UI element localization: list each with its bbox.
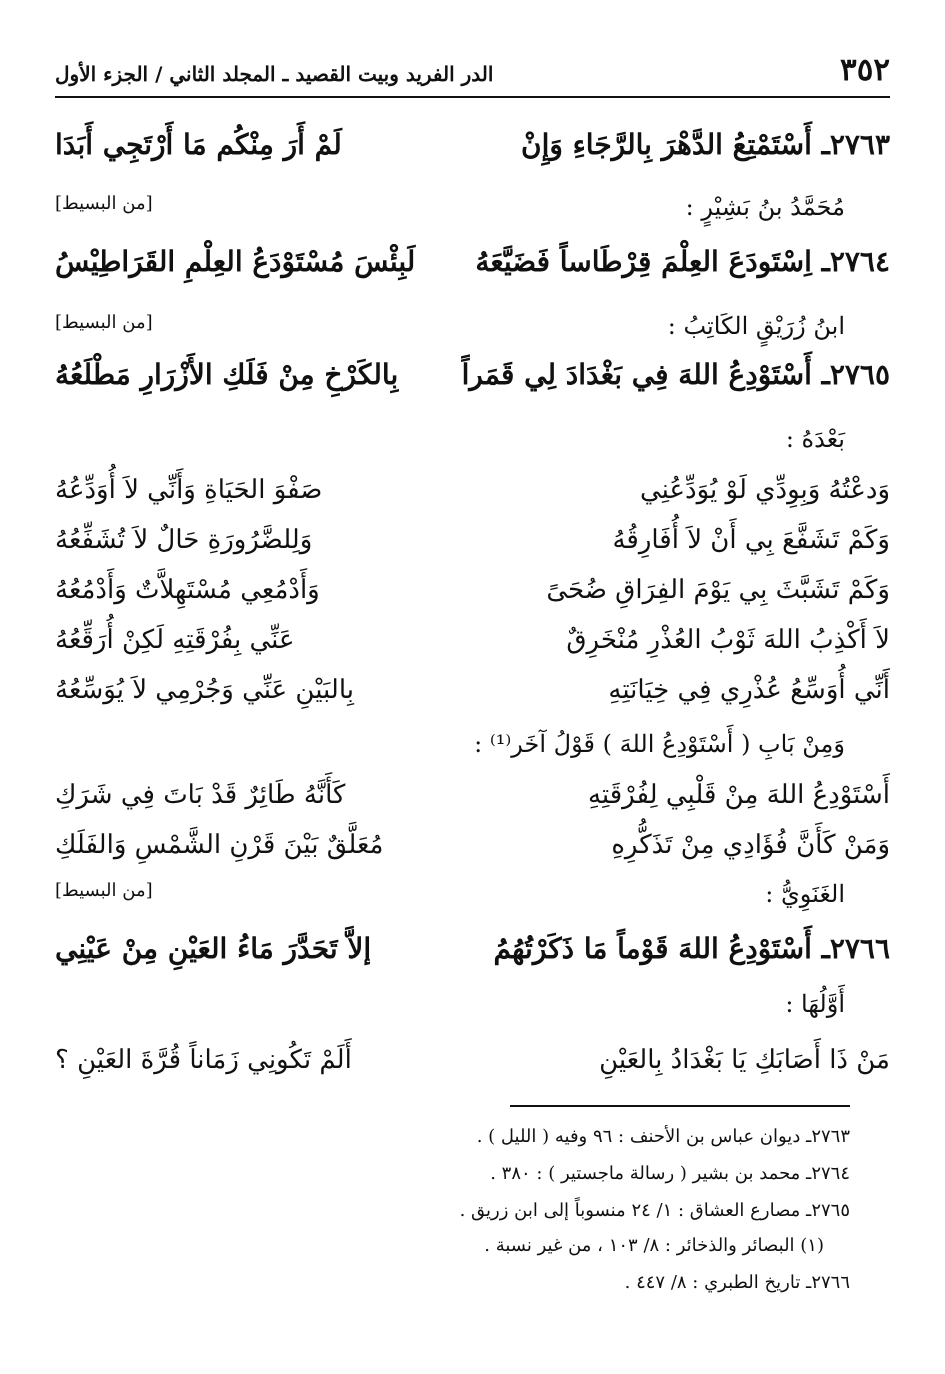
running-title: الدر الفريد وبيت القصيد ـ المجلد الثاني / الجزء الأول bbox=[55, 62, 494, 86]
page-number: ٣٥٢ bbox=[840, 52, 890, 88]
second-hemistich: بِالكَرْخِ مِنْ فَلَكِ الأَزْرَارِ مَطْلَعُهُ bbox=[55, 358, 399, 391]
second-hemistich: إلاَّ تَحَدَّرَ مَاءُ العَيْنِ مِنْ عَيْنِي bbox=[55, 932, 372, 965]
footnote: ٢٧٦٤ـ محمد بن بشير ( رسالة ماجستير ) : ٣٨٠ . bbox=[490, 1163, 850, 1184]
first-hemistich: مَنْ ذَا أَصَابَكِ يَا بَغْدَادُ بِالعَيْنِ bbox=[599, 1045, 890, 1075]
second-hemistich: كَأَنَّهُ طَائِرٌ قَدْ بَاتَ فِي شَرَكِ bbox=[55, 780, 346, 810]
footnote: ٢٧٦٥ـ مصارع العشاق : ١/ ٢٤ منسوباً إلى ابن زريق . bbox=[459, 1200, 850, 1221]
first-hemistich: وَدعْتُهُ وَبِوِدِّي لَوْ يُوَدِّعُنِي bbox=[639, 475, 890, 505]
first-hemistich: وَكَمْ تَشَبَّثَ بِي يَوْمَ الفِرَاقِ ضُحَىً bbox=[546, 575, 890, 605]
second-hemistich: لَمْ أَرَ مِنْكُم مَا أَرْتَجِي أَبَدَا bbox=[55, 128, 342, 161]
second-hemistich: أَلَمْ تَكُونِي زَمَاناً قُرَّةَ العَيْنِ ؟ bbox=[55, 1045, 352, 1075]
intro-text: أَوَّلُهَا : bbox=[785, 990, 845, 1018]
intro-text: بَعْدَهُ : bbox=[785, 425, 845, 453]
first-hemistich: ٢٧٦٣ـ أَسْتَمْتِعُ الدَّهْرَ بِالرَّجَاءِ وَإِنْ bbox=[521, 128, 890, 161]
first-hemistich: أَنِّي أُوَسِّعُ عُذْرِي فِي خِيَانَتِهِ bbox=[608, 675, 890, 705]
second-hemistich: لَبِئْسَ مُسْتَوْدَعُ العِلْمِ القَرَاطِيْسُ bbox=[55, 245, 416, 278]
second-hemistich: وَأَدْمُعِي مُسْتَهِلاَّتٌ وَأَدْمُعُهُ bbox=[55, 575, 320, 605]
page-header bbox=[55, 52, 890, 92]
intro-text: الغَنَوِيُّ : bbox=[765, 880, 845, 908]
first-hemistich: أَسْتَوْدِعُ اللهَ مِنْ قَلْبِي لِفُرْقَتِهِ bbox=[587, 780, 890, 810]
second-hemistich: وَلِلضَّرُورَةِ حَالٌ لاَ تُشَفِّعُهُ bbox=[55, 525, 313, 555]
footnote: (١) البصائر والذخائر : ٨/ ١٠٣ ، من غير نسبة . bbox=[484, 1235, 824, 1256]
intro-text: ابنُ زُرَيْقٍ الكَاتِبُ : bbox=[667, 312, 845, 340]
footnote: ٢٧٦٣ـ ديوان عباس بن الأحنف : ٩٦ وفيه ( الليل ) . bbox=[476, 1126, 850, 1147]
first-hemistich: لاَ أَكْذِبُ اللهَ ثَوْبُ العُذْرِ مُنْخَرِقٌ bbox=[566, 625, 890, 655]
first-hemistich: ٢٧٦٥ـ أَسْتَوْدِعُ اللهَ فِي بَغْدَادَ لِي قَمَراً bbox=[461, 358, 890, 391]
footnote-separator bbox=[510, 1105, 850, 1107]
meter-label: [من البسيط] bbox=[55, 193, 153, 214]
intro-text: وَمِنْ بَابِ ( أَسْتَوْدِعُ اللهَ ) قَوْلُ آخَر⁽¹⁾ : bbox=[474, 730, 845, 758]
first-hemistich: ٢٧٦٦ـ أَسْتَوْدِعُ اللهَ قَوْماً مَا ذَكَرْتُهُمُ bbox=[493, 932, 890, 965]
first-hemistich: وَمَنْ كَأَنَّ فُؤَادِي مِنْ تَذَكُّرِهِ bbox=[611, 830, 890, 860]
footnote: ٢٧٦٦ـ تاريخ الطبري : ٨/ ٤٤٧ . bbox=[624, 1272, 850, 1293]
second-hemistich: عَنِّي بِفُرْقَتِهِ لَكِنْ أُرَقِّعُهُ bbox=[55, 625, 295, 655]
intro-text: مُحَمَّدُ بنُ بَشِيْرٍ : bbox=[685, 193, 845, 221]
meter-label: [من البسيط] bbox=[55, 312, 153, 333]
meter-label: [من البسيط] bbox=[55, 880, 153, 901]
second-hemistich: صَفْوَ الحَيَاةِ وَأَنِّي لاَ أُوَدِّعُهُ bbox=[55, 475, 323, 505]
second-hemistich: بِالبَيْنِ عَنِّي وَجُرْمِي لاَ يُوَسِّعُهُ bbox=[55, 675, 354, 705]
first-hemistich: وَكَمْ تَشَفَّعَ بِي أَنْ لاَ أُفَارِقُهُ bbox=[612, 525, 890, 555]
header-rule bbox=[55, 96, 890, 98]
second-hemistich: مُعَلَّقٌ بَيْنَ قَرْنِ الشَّمْسِ وَالفَلَكِ bbox=[55, 830, 384, 860]
first-hemistich: ٢٧٦٤ـ اِسْتَودَعَ العِلْمَ قِرْطَاساً فَضَيَّعَهُ bbox=[475, 245, 890, 278]
